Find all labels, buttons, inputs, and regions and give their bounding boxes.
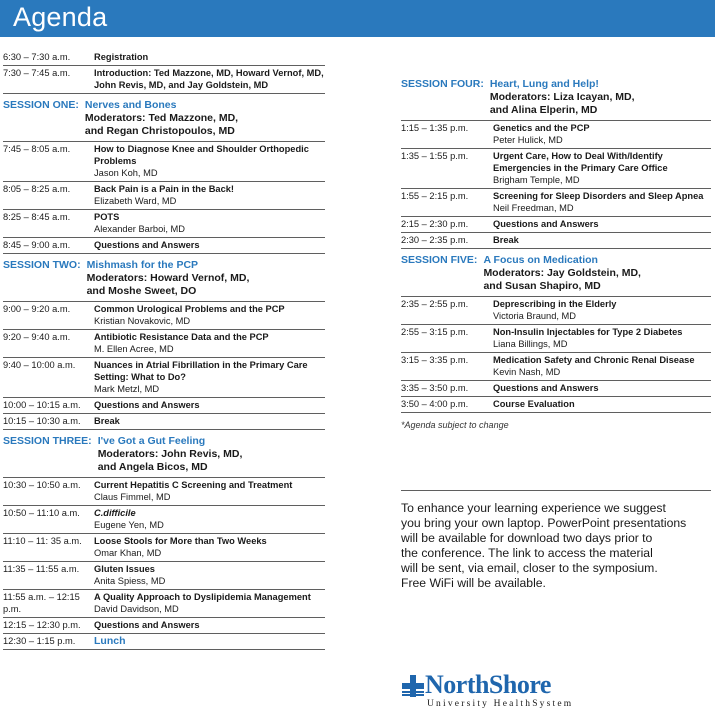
talk-content: [493, 381, 711, 396]
time-slot: 10:50 – 11:10 a.m.: [3, 508, 80, 518]
session-moderators: Moderators: John Revis, MD,: [97, 448, 243, 460]
info-line: Free WiFi will be available.: [401, 576, 546, 590]
time-slot: 3:50 – 4:00 p.m.: [401, 399, 469, 409]
speaker-name: Eugene Yen, MD: [94, 520, 164, 530]
talk-title: Genetics and the PCP: [493, 123, 590, 133]
page-title: Agenda: [13, 2, 108, 32]
time-slot: 1:15 – 1:35 p.m.: [401, 123, 469, 133]
session-header: [3, 254, 325, 302]
talk-content: [94, 50, 325, 65]
session-moderators: Moderators: Ted Mazzone, MD,: [84, 112, 239, 124]
session-moderators-2: and Regan Christopoulos, MD: [84, 125, 235, 137]
speaker-name: Anita Spiess, MD: [94, 576, 166, 586]
agenda-row: [3, 398, 325, 414]
time-slot: 3:35 – 3:50 p.m.: [401, 383, 469, 393]
session-body: [477, 254, 711, 293]
agenda-row: [401, 297, 711, 325]
agenda-row: [3, 414, 325, 430]
session-label: SESSION THREE:: [3, 435, 92, 447]
session-body: [79, 99, 325, 138]
agenda-row: [3, 478, 325, 506]
talk-content: [493, 189, 711, 216]
session-name: A Focus on Medication: [483, 254, 598, 266]
agenda-row: [401, 217, 711, 233]
talk-content: [94, 478, 325, 505]
session-moderators-2: and Alina Elperin, MD: [489, 104, 598, 116]
talk-title: POTS: [94, 212, 120, 222]
talk-content: [493, 297, 711, 324]
agenda-row: [3, 238, 325, 254]
talk-title: Gluten Issues: [94, 564, 155, 574]
agenda-row: [3, 534, 325, 562]
talk-content: [94, 618, 325, 633]
session-moderators-2: and Moshe Sweet, DO: [86, 285, 197, 297]
talk-title: Non-Insulin Injectables for Type 2 Diabetes: [493, 327, 683, 337]
talk-content: [94, 182, 325, 209]
session-body: [81, 259, 325, 298]
speaker-name: Claus Fimmel, MD: [94, 492, 171, 502]
agenda-note: *Agenda subject to change: [401, 420, 509, 430]
talk-title: Nuances in Atrial Fibrillation in the Primary Care Setting: What to Do?: [94, 360, 308, 382]
session-moderators: Moderators: Jay Goldstein, MD,: [483, 267, 641, 279]
talk-content: [94, 562, 325, 589]
session-header: [401, 73, 711, 121]
time-slot: 11:35 – 11:55 a.m.: [3, 564, 80, 574]
time-slot: 9:40 – 10:00 a.m.: [3, 360, 76, 370]
talk-title: C.difficile: [94, 508, 136, 518]
agenda-row: [401, 381, 711, 397]
info-line: will be sent, via email, closer to the symposium.: [401, 561, 658, 575]
speaker-name: Brigham Temple, MD: [493, 175, 580, 185]
agenda-row: [3, 358, 325, 398]
talk-content: [493, 217, 711, 232]
speaker-name: M. Ellen Acree, MD: [94, 344, 174, 354]
talk-title: How to Diagnose Knee and Shoulder Orthopedic Problems: [94, 144, 309, 166]
session-label: SESSION ONE:: [3, 99, 79, 111]
talk-content: [94, 534, 325, 561]
session-label: SESSION FIVE:: [401, 254, 478, 266]
talk-content: [493, 397, 711, 412]
talk-title: Break: [493, 235, 519, 245]
talk-content: [493, 353, 711, 380]
agenda-row: [401, 233, 711, 249]
talk-content: [94, 358, 325, 397]
talk-content: [493, 121, 711, 148]
talk-title: Questions and Answers: [94, 240, 200, 250]
northshore-cross-icon: [402, 675, 424, 697]
agenda-row: [401, 121, 711, 149]
talk-content: [94, 330, 325, 357]
session-body: [484, 78, 711, 117]
info-line: To enhance your learning experience we suggest: [401, 501, 666, 515]
time-slot: 2:15 – 2:30 p.m.: [401, 219, 469, 229]
talk-title: Questions and Answers: [94, 620, 200, 630]
agenda-row: [3, 142, 325, 182]
speaker-name: Jason Koh, MD: [94, 168, 158, 178]
agenda-row: [3, 66, 325, 94]
talk-content: [94, 634, 325, 649]
talk-title: Break: [94, 416, 120, 426]
agenda-row: [3, 210, 325, 238]
time-slot: 8:45 – 9:00 a.m.: [3, 240, 71, 250]
talk-title: Antibiotic Resistance Data and the PCP: [94, 332, 269, 342]
speaker-name: Mark Metzl, MD: [94, 384, 160, 394]
talk-title: Deprescribing in the Elderly: [493, 299, 617, 309]
talk-title: Questions and Answers: [493, 219, 599, 229]
talk-content: [94, 66, 325, 93]
agenda-row: [401, 353, 711, 381]
right-column: [401, 73, 711, 430]
agenda-row: [3, 182, 325, 210]
time-slot: 2:55 – 3:15 p.m.: [401, 327, 469, 337]
agenda-row: [3, 562, 325, 590]
speaker-name: Elizabeth Ward, MD: [94, 196, 177, 206]
agenda-row: [3, 302, 325, 330]
talk-title: Medication Safety and Chronic Renal Disease: [493, 355, 695, 365]
agenda-row: [401, 189, 711, 217]
session-label: SESSION TWO:: [3, 259, 81, 271]
session-header: [3, 430, 325, 478]
time-slot: 6:30 – 7:30 a.m.: [3, 52, 71, 62]
logo-subtitle: University HealthSystem: [427, 699, 574, 709]
talk-content: [94, 238, 325, 253]
agenda-row: [401, 149, 711, 189]
session-label: SESSION FOUR:: [401, 78, 484, 90]
time-slot: 8:25 – 8:45 a.m.: [3, 212, 71, 222]
talk-content: [94, 398, 325, 413]
talk-title: Back Pain is a Pain in the Back!: [94, 184, 235, 194]
speaker-name: Victoria Braund, MD: [493, 311, 577, 321]
session-name: Heart, Lung and Help!: [489, 78, 599, 90]
session-header: [401, 249, 711, 297]
speaker-name: Neil Freedman, MD: [493, 203, 574, 213]
session-name: I've Got a Gut Feeling: [97, 435, 206, 447]
agenda-row: [401, 325, 711, 353]
talk-title: A Quality Approach to Dyslipidemia Management: [94, 592, 311, 602]
speaker-name: Liana Billings, MD: [493, 339, 568, 349]
info-line: the conference. The link to access the material: [401, 546, 653, 560]
talk-title: Current Hepatitis C Screening and Treatment: [94, 480, 293, 490]
talk-content: [94, 302, 325, 329]
time-slot: 11:10 – 11: 35 a.m.: [3, 536, 82, 546]
session-name: Mishmash for the PCP: [86, 259, 199, 271]
speaker-name: David Davidson, MD: [94, 604, 179, 614]
time-slot: 10:15 – 10:30 a.m.: [3, 416, 81, 426]
talk-title: Screening for Sleep Disorders and Sleep Apnea: [493, 191, 704, 201]
agenda-row: [3, 50, 325, 66]
time-slot: 8:05 – 8:25 a.m.: [3, 184, 71, 194]
talk-title: Registration: [94, 52, 149, 62]
time-slot: 12:15 – 12:30 p.m.: [3, 620, 81, 630]
session-moderators-2: and Angela Bicos, MD: [97, 461, 208, 473]
agenda-row: [3, 330, 325, 358]
session-moderators-2: and Susan Shapiro, MD: [483, 280, 601, 292]
speaker-name: Kevin Nash, MD: [493, 367, 561, 377]
logo-wordmark: NorthShore: [425, 670, 551, 699]
talk-title: Lunch: [94, 635, 126, 647]
time-slot: 2:30 – 2:35 p.m.: [401, 235, 469, 245]
speaker-name: Omar Khan, MD: [94, 548, 162, 558]
time-slot: 3:15 – 3:35 p.m.: [401, 355, 469, 365]
left-column: [3, 50, 325, 650]
session-header: [3, 94, 325, 142]
agenda-row: [3, 590, 325, 618]
agenda-row: [3, 506, 325, 534]
talk-title: Urgent Care, How to Deal With/Identify Emergencies in the Primary Care Office: [493, 151, 668, 173]
time-slot: 11:55 a.m. – 12:15 p.m.: [3, 592, 80, 614]
talk-content: [94, 142, 325, 181]
talk-content: [493, 149, 711, 188]
northshore-logo: [400, 672, 585, 714]
speaker-name: Peter Hulick, MD: [493, 135, 563, 145]
talk-title: Questions and Answers: [94, 400, 200, 410]
time-slot: 7:45 – 8:05 a.m.: [3, 144, 71, 154]
talk-title: Loose Stools for More than Two Weeks: [94, 536, 267, 546]
time-slot: 1:35 – 1:55 p.m.: [401, 151, 469, 161]
time-slot: 7:30 – 7:45 a.m.: [3, 68, 71, 78]
talk-content: [94, 506, 325, 533]
laptop-info-text: [401, 490, 711, 591]
session-name: Nerves and Bones: [84, 99, 177, 111]
agenda-row: [3, 618, 325, 634]
talk-content: [94, 414, 325, 429]
talk-title: Common Urological Problems and the PCP: [94, 304, 285, 314]
talk-title: Introduction: Ted Mazzone, MD, Howard Vernof, MD, John Revis, MD, and Jay Goldstein, MD: [94, 68, 324, 90]
session-moderators: Moderators: Liza Icayan, MD,: [489, 91, 635, 103]
time-slot: 1:55 – 2:15 p.m.: [401, 191, 469, 201]
agenda-row: [3, 634, 325, 650]
info-line: will be available for download two days prior to: [401, 531, 653, 545]
time-slot: 9:20 – 9:40 a.m.: [3, 332, 71, 342]
talk-content: [94, 210, 325, 237]
time-slot: 2:35 – 2:55 p.m.: [401, 299, 469, 309]
talk-title: Questions and Answers: [493, 383, 599, 393]
talk-content: [94, 590, 325, 617]
agenda-row: [401, 397, 711, 413]
session-body: [92, 435, 325, 474]
time-slot: 12:30 – 1:15 p.m.: [3, 636, 76, 646]
info-line: you bring your own laptop. PowerPoint presentations: [401, 516, 687, 530]
time-slot: 10:00 – 10:15 a.m.: [3, 400, 81, 410]
talk-content: [493, 325, 711, 352]
time-slot: 9:00 – 9:20 a.m.: [3, 304, 71, 314]
speaker-name: Alexander Barboi, MD: [94, 224, 185, 234]
time-slot: 10:30 – 10:50 a.m.: [3, 480, 81, 490]
session-moderators: Moderators: Howard Vernof, MD,: [86, 272, 250, 284]
speaker-name: Kristian Novakovic, MD: [94, 316, 191, 326]
talk-title: Course Evaluation: [493, 399, 575, 409]
talk-content: [493, 233, 711, 248]
agenda-header: [0, 0, 715, 37]
